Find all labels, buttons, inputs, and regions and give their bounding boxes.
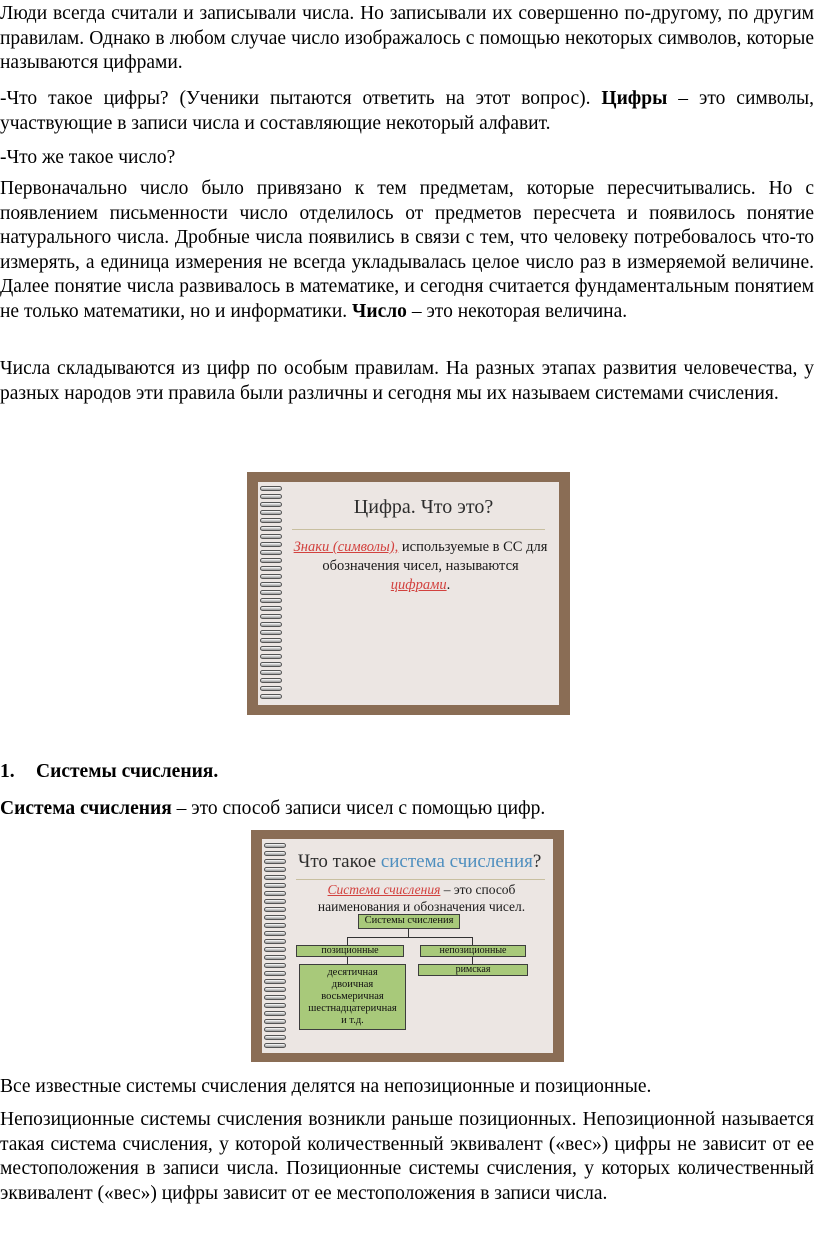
positional-explained-text: Непозиционные системы счисления возникли раньше позиционных. Непозиционной называется такая система счисления, у которой количественный эквивалент («вес») цифры не зависит от ее местоположения в записи числа. Позиционные системы счисления, у которых количественный эквивалент («вес») цифры зависит от ее местоположения в записи числа.	[0, 1109, 814, 1204]
term-digits-slide: цифрами	[390, 577, 447, 593]
paragraph-digits-definition	[0, 87, 814, 136]
slide-title: Цифра. Что это?	[353, 496, 494, 518]
spiral-ring	[260, 686, 282, 691]
spiral-ring	[260, 550, 282, 555]
spiral-ring	[264, 1003, 286, 1008]
spiral-ring	[260, 502, 282, 507]
spiral-ring	[260, 574, 282, 579]
connector	[347, 937, 472, 938]
positional-system-item: восьмеричная	[321, 991, 384, 1002]
slide-body-line1: используемые в СС для	[398, 539, 548, 555]
spiral-ring	[260, 486, 282, 491]
slide-definition-line2: наименования и обозначения чисел.	[317, 899, 526, 914]
diagram-nonpositional-box: непозиционные	[420, 945, 526, 957]
number-definition-text: – это некоторая величина.	[406, 300, 628, 322]
spiral-ring	[264, 899, 286, 904]
spiral-ring	[260, 566, 282, 571]
spiral-ring	[260, 510, 282, 515]
spiral-ring	[264, 931, 286, 936]
slide-what-is-digit	[247, 472, 570, 715]
paragraph-systems-intro	[0, 357, 814, 406]
connector	[472, 937, 473, 945]
spiral-ring	[264, 1019, 286, 1024]
paragraph-positional-explained	[0, 1108, 814, 1206]
connector	[347, 957, 348, 964]
diagram-root-box: Системы счисления	[358, 914, 460, 929]
paragraph-question-number	[0, 146, 814, 171]
spiral-ring	[264, 923, 286, 928]
positional-system-item: шестнадцатеричная	[308, 1003, 397, 1014]
slide-title-pre: Что такое	[298, 851, 381, 872]
question-number-text: -Что же такое число?	[0, 147, 176, 168]
positional-system-item: и т.д.	[341, 1015, 364, 1026]
spiral-ring	[260, 630, 282, 635]
slide-divider	[292, 529, 545, 530]
spiral-ring	[260, 526, 282, 531]
spiral-ring	[260, 558, 282, 563]
slide-title	[298, 851, 541, 873]
spiral-ring	[264, 979, 286, 984]
connector	[408, 929, 409, 937]
spiral-ring	[264, 963, 286, 968]
spiral-ring	[260, 606, 282, 611]
question-text: -Что такое цифры? (Ученики пытаются ответить на этот вопрос).	[0, 88, 602, 109]
spiral-ring	[260, 494, 282, 499]
term-system: Система счисления	[0, 798, 172, 819]
spiral-ring	[260, 654, 282, 659]
spiral-ring	[264, 955, 286, 960]
spiral-ring	[260, 694, 282, 699]
slide-definition-rest: – это способ	[440, 882, 516, 897]
spiral-ring	[260, 590, 282, 595]
spiral-ring	[264, 875, 286, 880]
slide-body-dot: .	[446, 577, 451, 593]
nonpositional-system-item: римская	[455, 964, 491, 975]
spiral-ring	[260, 542, 282, 547]
spiral-ring	[264, 915, 286, 920]
spiral-ring	[264, 939, 286, 944]
systems-intro-text: Числа складываются из цифр по особым правилам. На разных этапах развития человечества, у разных народов эти правила были различны и сегодня мы их называем системами счисления.	[0, 358, 814, 404]
spiral-ring	[264, 843, 286, 848]
spiral-ring	[264, 859, 286, 864]
spiral-ring	[264, 1043, 286, 1048]
definition-text: – это символы, участвующие в записи числа и составляющие некоторый алфавит.	[0, 88, 814, 134]
spiral-ring	[260, 662, 282, 667]
positional-system-item: десятичная	[327, 967, 378, 978]
spiral-ring	[264, 883, 286, 888]
slide-definition	[292, 881, 551, 915]
section-number: 1.	[0, 761, 15, 782]
slide-body-line2: обозначения чисел, называются	[322, 558, 519, 574]
term-digits: Цифры	[601, 88, 668, 109]
spiral-binding	[264, 839, 286, 1053]
diagram-positional-box: позиционные	[296, 945, 404, 957]
section-heading	[0, 760, 218, 784]
spiral-ring	[260, 614, 282, 619]
slide-body	[288, 538, 553, 595]
positional-system-item: двоичная	[331, 979, 374, 990]
slide-title-accent: система счисления	[380, 851, 533, 872]
spiral-ring	[264, 947, 286, 952]
term-signs: Знаки (символы),	[293, 539, 399, 555]
connector	[347, 937, 348, 945]
spiral-ring	[264, 851, 286, 856]
slide-what-is-numeral-system	[251, 830, 564, 1062]
slide-paper	[262, 839, 553, 1053]
system-definition-text: – это способ записи чисел с помощью цифр.	[171, 798, 546, 819]
paragraph-intro-text: Люди всегда считали и записывали числа. Но записывали их совершенно по-другому, по другим правилам. Однако в любом случае число изображалось с помощью некоторых символов, которые называются цифрами.	[0, 3, 814, 73]
diagram-positional-list	[299, 964, 406, 1030]
spiral-ring	[264, 987, 286, 992]
classification-text: Все известные системы счисления делятся на непозиционные и позиционные.	[0, 1076, 652, 1097]
spiral-ring	[260, 622, 282, 627]
spiral-ring	[260, 534, 282, 539]
diagram-nonpositional-list	[418, 964, 528, 976]
spiral-ring	[260, 518, 282, 523]
slide-paper	[258, 482, 559, 705]
section-title: Системы счисления.	[36, 761, 219, 782]
spiral-ring	[260, 638, 282, 643]
spiral-ring	[260, 598, 282, 603]
paragraph-intro	[0, 2, 814, 76]
spiral-ring	[260, 646, 282, 651]
spiral-ring	[260, 670, 282, 675]
spiral-ring	[264, 1035, 286, 1040]
connector	[472, 957, 473, 964]
spiral-ring	[264, 1011, 286, 1016]
spiral-ring	[264, 867, 286, 872]
spiral-ring	[264, 971, 286, 976]
spiral-ring	[264, 1027, 286, 1032]
slide-title-post: ?	[532, 851, 542, 872]
paragraph-system-definition	[0, 797, 814, 822]
spiral-ring	[264, 907, 286, 912]
spiral-ring	[260, 582, 282, 587]
term-number: Число	[352, 300, 407, 322]
number-history-text: Первоначально число было привязано к тем предметам, которые пересчитывались. Но с появлением письменности число отделилось от предметов пересчета и появилось понятие натурального числа. Дробные числа появились в связи с тем, что человеку потребовалось что-то измерять, а единица измерения не всегда укладывалась целое число раз в измеряемой величине. Далее понятие числа развивалось в математике, и сегодня считается фундаментальным понятием не только математики, но и информатики.	[0, 178, 814, 322]
spiral-ring	[260, 678, 282, 683]
paragraph-number-history	[0, 177, 814, 324]
spiral-ring	[264, 995, 286, 1000]
spiral-binding	[260, 482, 282, 705]
paragraph-classification	[0, 1075, 814, 1100]
term-system-slide: Система счисления	[327, 882, 441, 897]
slide-divider	[296, 879, 545, 880]
spiral-ring	[264, 891, 286, 896]
